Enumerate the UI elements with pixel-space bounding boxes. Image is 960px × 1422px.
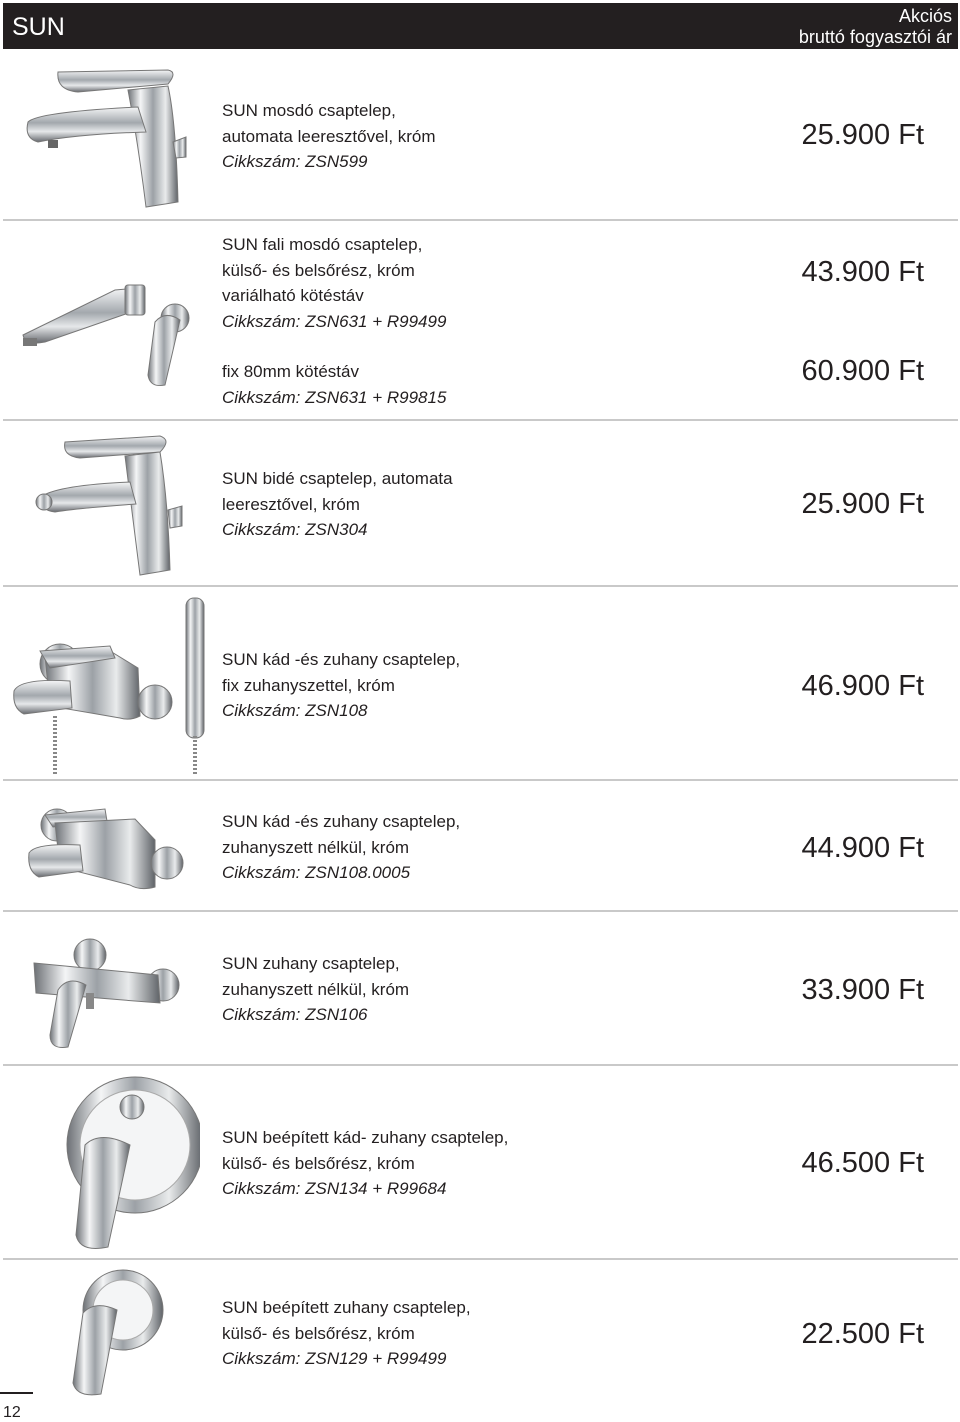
product-description — [222, 98, 436, 175]
product-name-line: fix zuhanyszettel, króm — [222, 675, 395, 695]
product-name-line: SUN kád -és zuhany csaptelep, — [222, 812, 461, 831]
concealed-bath-mixer-icon — [60, 1075, 200, 1255]
product-name-line: SUN kád -és zuhany csaptelep, — [222, 650, 461, 669]
page-number: 12 — [3, 1404, 21, 1421]
product-name-line: külső- és belsőrész, króm — [222, 260, 415, 280]
product-name-line: SUN mosdó csaptelep, — [222, 101, 396, 120]
product-name-line: SUN beépített zuhany csaptelep, — [222, 1298, 471, 1317]
product-name-line: automata leeresztővel, króm — [222, 126, 436, 146]
row-divider — [3, 419, 958, 421]
product-description — [222, 1295, 471, 1372]
product-price: 22.500 Ft — [801, 1318, 924, 1350]
price-note-line2: bruttó fogyasztói ár — [798, 27, 952, 47]
product-name-line: külső- és belsőrész, króm — [222, 1153, 415, 1173]
product-name-line: külső- és belsőrész, króm — [222, 1323, 415, 1343]
product-price: 25.900 Ft — [801, 488, 924, 520]
product-price: 44.900 Ft — [801, 832, 924, 864]
product-description — [222, 809, 460, 886]
product-code: Cikkszám: ZSN108 — [222, 701, 368, 720]
product-name-line: SUN bidé csaptelep, automata — [222, 469, 453, 488]
variant-code: Cikkszám: ZSN631 + R99815 — [222, 387, 447, 407]
product-variant-description — [222, 359, 446, 410]
row-divider — [3, 910, 958, 912]
product-code: Cikkszám: ZSN129 + R99499 — [222, 1349, 447, 1368]
bidet-mixer-icon — [30, 430, 195, 578]
product-name-line: zuhanyszett nélkül, króm — [222, 837, 410, 857]
product-description — [222, 232, 446, 334]
product-name-line: SUN zuhany csaptelep, — [222, 954, 400, 973]
product-price: 46.900 Ft — [801, 670, 924, 702]
product-price: 46.500 Ft — [801, 1147, 924, 1179]
product-description — [222, 951, 409, 1028]
product-name-line: SUN beépített kád- zuhany csaptelep, — [222, 1128, 509, 1147]
basin-mixer-icon — [18, 62, 193, 212]
product-name-line: SUN fali mosdó csaptelep, — [222, 235, 423, 254]
row-divider — [3, 1064, 958, 1066]
product-name-line: leeresztővel, króm — [222, 494, 360, 514]
product-description — [222, 466, 453, 543]
bath-shower-mixer-set-icon — [10, 596, 210, 776]
page-number-rule — [0, 1392, 33, 1394]
product-code: Cikkszám: ZSN304 — [222, 520, 368, 539]
product-code: Cikkszám: ZSN631 + R99499 — [222, 311, 447, 331]
row-divider — [3, 779, 958, 781]
row-divider — [3, 1258, 958, 1260]
row-divider — [3, 585, 958, 587]
row-divider — [3, 219, 958, 221]
concealed-shower-mixer-icon — [65, 1268, 165, 1398]
page-header — [3, 3, 958, 49]
product-code: Cikkszám: ZSN599 — [222, 152, 368, 171]
price-note — [799, 6, 952, 48]
product-price: 25.900 Ft — [801, 119, 924, 151]
brand-title: SUN — [12, 13, 65, 41]
bath-shower-mixer-icon — [25, 795, 190, 895]
product-name-line: zuhanyszett nélkül, króm — [222, 979, 410, 999]
wall-basin-mixer-icon — [15, 280, 195, 390]
product-description — [222, 647, 460, 724]
variant-price: 60.900 Ft — [801, 355, 924, 387]
product-code: Cikkszám: ZSN106 — [222, 1005, 368, 1024]
product-code: Cikkszám: ZSN134 + R99684 — [222, 1179, 447, 1198]
price-note-line1: Akciós — [898, 6, 952, 26]
product-code: Cikkszám: ZSN108.0005 — [222, 863, 411, 882]
product-description — [222, 1125, 508, 1202]
shower-mixer-icon — [28, 935, 183, 1050]
product-price: 43.900 Ft — [801, 256, 924, 288]
variant-name-line: fix 80mm kötéstáv — [222, 362, 359, 381]
product-price: 33.900 Ft — [801, 974, 924, 1006]
product-name-line: variálható kötéstáv — [222, 286, 364, 305]
